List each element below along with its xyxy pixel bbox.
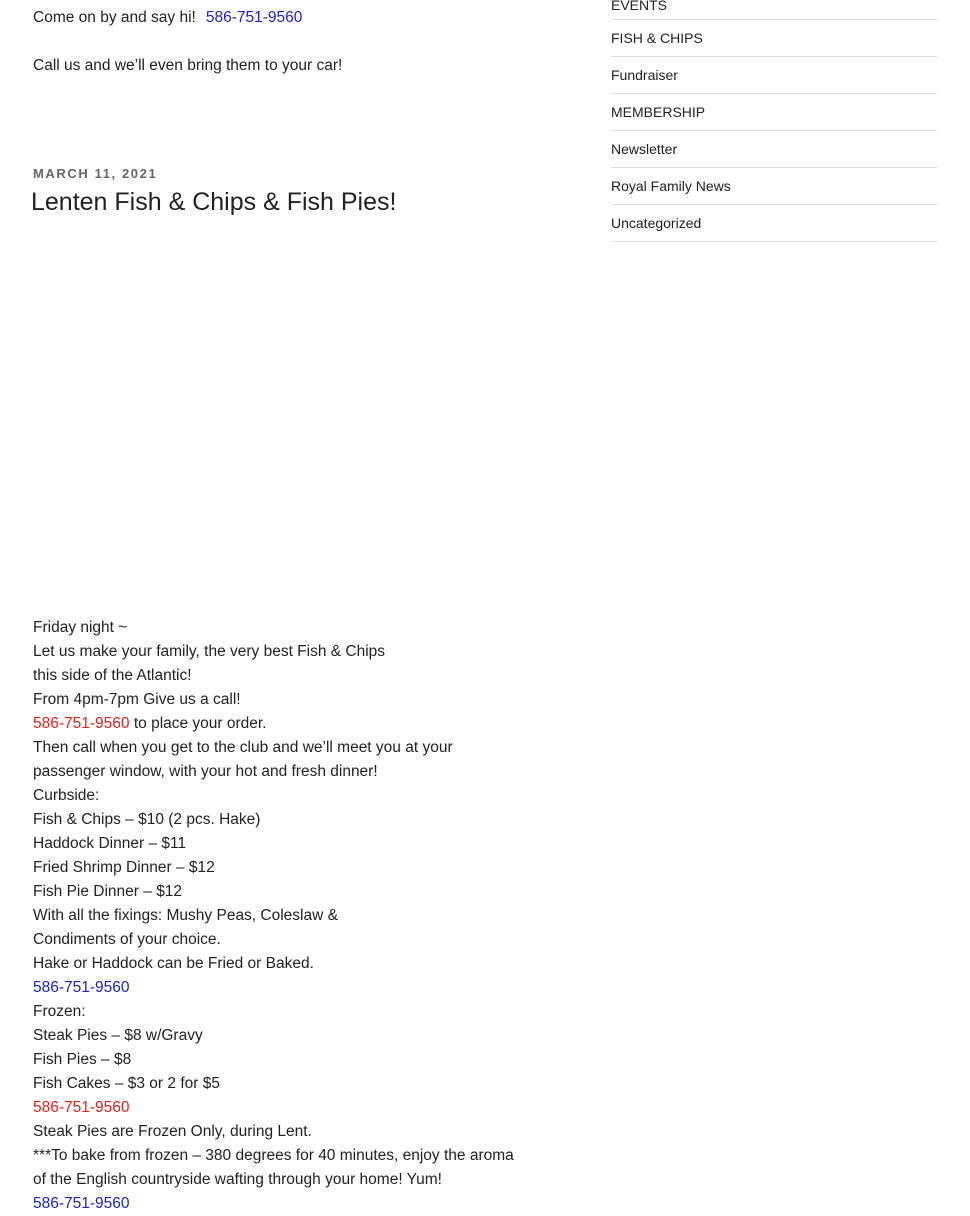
post-text-line: Let us make your family, the very best Fish & Chips bbox=[33, 643, 386, 660]
order-text: to place your order. bbox=[129, 715, 267, 732]
category-label: Newsletter bbox=[611, 141, 678, 157]
category-list bbox=[611, 0, 937, 242]
category-label: Uncategorized bbox=[611, 215, 702, 231]
phone-link[interactable]: 586-751-9560 bbox=[33, 979, 130, 996]
post-text-line: Hake or Haddock can be Fried or Baked. bbox=[33, 955, 314, 972]
post-text-line: With all the fixings: Mushy Peas, Coleslaw & bbox=[33, 907, 338, 924]
post-text-line: Friday night ~ bbox=[33, 619, 128, 636]
category-item-membership[interactable] bbox=[611, 94, 937, 131]
post-date[interactable]: MARCH 11, 2021 bbox=[33, 166, 158, 181]
intro-line-1 bbox=[33, 6, 302, 30]
post-text-line: Condiments of your choice. bbox=[33, 931, 221, 948]
post-text-line: passenger window, with your hot and fresh dinner! bbox=[33, 763, 378, 780]
category-label: Royal Family News bbox=[611, 178, 731, 194]
phone-link[interactable]: 586-751-9560 bbox=[33, 715, 130, 732]
phone-link[interactable]: 586-751-9560 bbox=[205, 9, 303, 26]
post-body bbox=[33, 616, 514, 1216]
menu-item: Haddock Dinner – $11 bbox=[33, 835, 187, 852]
menu-item: Fish Cakes – $3 or 2 for $5 bbox=[33, 1075, 220, 1092]
post-text-line: Curbside: bbox=[33, 787, 100, 804]
post-text-line bbox=[33, 1192, 514, 1216]
category-item-newsletter[interactable] bbox=[611, 131, 937, 168]
post-text-line: From 4pm-7pm Give us a call! bbox=[33, 691, 241, 708]
category-item-royal-family-news[interactable] bbox=[611, 168, 937, 205]
post-text-line bbox=[33, 712, 514, 736]
post-title[interactable]: Lenten Fish & Chips & Fish Pies! bbox=[31, 188, 397, 216]
sidebar-categories bbox=[611, 0, 937, 242]
category-item-fundraiser[interactable] bbox=[611, 57, 937, 94]
category-label: MEMBERSHIP bbox=[611, 104, 706, 120]
post-text-line: Frozen: bbox=[33, 1003, 86, 1020]
post-text-line: Steak Pies are Frozen Only, during Lent. bbox=[33, 1123, 312, 1140]
category-item-fish-chips[interactable] bbox=[611, 20, 937, 57]
phone-link[interactable]: 586-751-9560 bbox=[33, 1099, 130, 1116]
category-item-uncategorized[interactable] bbox=[611, 205, 937, 242]
post-text-line: of the English countryside wafting through your home! Yum! bbox=[33, 1171, 442, 1188]
intro-greeting: Come on by and say hi! bbox=[33, 9, 196, 26]
post-text-line bbox=[33, 976, 514, 1000]
phone-link[interactable]: 586-751-9560 bbox=[33, 1195, 130, 1212]
menu-item: Fried Shrimp Dinner – $12 bbox=[33, 859, 215, 876]
post-text-line: this side of the Atlantic! bbox=[33, 667, 192, 684]
post-media-placeholder bbox=[33, 240, 553, 610]
menu-item: Fish Pies – $8 bbox=[33, 1051, 132, 1068]
post-text-line: ***To bake from frozen – 380 degrees for 40 minutes, enjoy the aroma bbox=[33, 1147, 514, 1164]
category-label: FISH & CHIPS bbox=[611, 30, 703, 46]
menu-item: Steak Pies – $8 w/Gravy bbox=[33, 1027, 203, 1044]
menu-item: Fish & Chips – $10 (2 pcs. Hake) bbox=[33, 811, 261, 828]
post-text-line bbox=[33, 1096, 514, 1120]
category-item-events[interactable] bbox=[611, 0, 937, 20]
intro-line-2: Call us and we’ll even bring them to your car! bbox=[33, 57, 343, 74]
menu-item: Fish Pie Dinner – $12 bbox=[33, 883, 183, 900]
category-label: EVENTS bbox=[611, 0, 668, 13]
category-label: Fundraiser bbox=[611, 67, 678, 83]
post-text-line: Then call when you get to the club and we’ll meet you at your bbox=[33, 739, 453, 756]
